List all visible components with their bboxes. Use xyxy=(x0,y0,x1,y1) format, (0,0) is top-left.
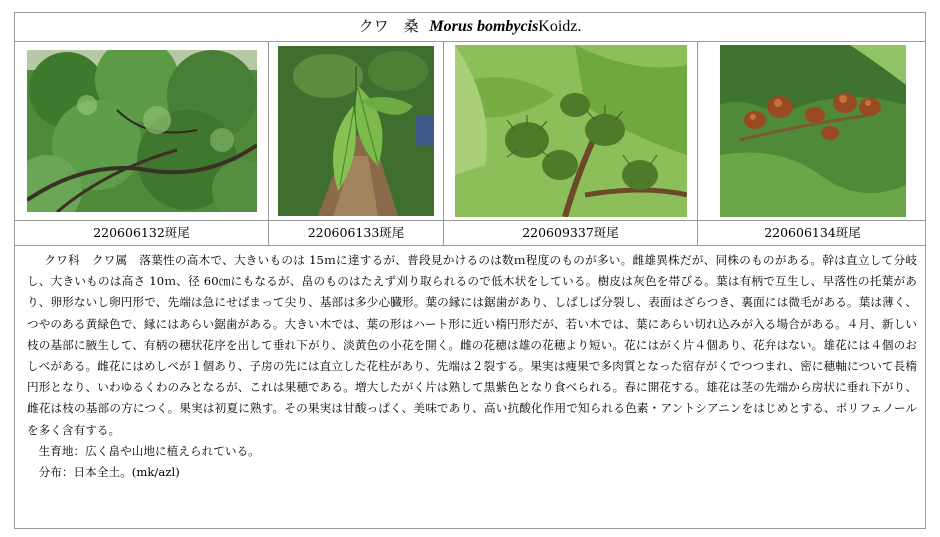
photo-cell-4 xyxy=(698,42,927,220)
description-text: クワ科 クワ属 落葉性の高木で、大きいものは 15ｍに達するが、普段見かけるのは数ｍ程度のものが多い。雌雄異株だが、同株のものがある。幹は直立して分岐し、大きいものは高さ 10ｍ、径 60㎝にもなるが、畠のものはたえず刈り取られるので低木状をしている。樹皮は灰色を帯びる。葉は有柄で互生し、早落性の托葉があり、卵形ないし卵円形で、先端は急にせばまって尖り、基部は多少心臓形。葉の縁には鋸歯があり、しばしば分裂し、表面はざらつき、裏面には微毛がある。葉は薄く、つやのある黄緑色で、縁にはあらい鋸歯がある。大きい木では、葉の形はハート形に近い楕円形だが、若い木では、葉にあらい切れ込みが入る場合がある。４月、新しい枝の基部に腋生して、有柄の穂状花序を出して垂れ下がり、淡黄色の小花を開く。雌の花穂は雄の花穂より短い。花にはがく片４個あり、花弁はない。雄花には４個のおしべがある。雌花にはめしべが１個あり、子房の先には直立した花柱があり、先端は２裂する。果実は痩果で多肉質となった宿存がくでつつまれ、密に穂軸について長楕円形となり、いわゆるくわのみとなるが、これは果穂である。増大したがく片は熟して黒紫色となり食べられる。春に開花する。雄花は茎の先端から房状に垂れ下がり、雌花は枝の基部の方につく。果実は初夏に熟す。その果実は甘酸っぱく、美味であり、高い抗酸化作用で知られる色素・アントシアニンをはじめとする、ポリフェノールを多く含有する。 xyxy=(27,253,917,437)
photo-caption-1: 220606132斑尾 xyxy=(15,221,269,245)
caption-row xyxy=(15,221,925,246)
leaves-on-path-photo xyxy=(278,46,434,216)
ripening-fruit-photo xyxy=(720,45,906,217)
photo-caption-2: 220606133斑尾 xyxy=(269,221,444,245)
description-block xyxy=(15,246,925,483)
photo-cell-2 xyxy=(269,42,444,220)
photo-cell-1 xyxy=(15,42,269,220)
photo-caption-3: 220609337斑尾 xyxy=(444,221,698,245)
habitat-text: 生育地：広く畠や山地に植えられている。 xyxy=(38,443,260,458)
tree-canopy-photo xyxy=(27,50,257,212)
author-name: Koidz. xyxy=(538,18,582,35)
photo-caption-4: 220606134斑尾 xyxy=(764,225,861,240)
plant-card xyxy=(14,12,926,529)
title-row xyxy=(15,13,925,42)
flower-spikes-photo xyxy=(455,45,687,217)
scientific-name: Morus bombycis xyxy=(429,18,539,35)
japanese-name: クワ 桑 xyxy=(358,17,419,35)
distribution-text: 分布：日本全土。(mk/azl) xyxy=(38,465,180,480)
photo-cell-3 xyxy=(444,42,698,220)
photo-row xyxy=(15,42,925,221)
